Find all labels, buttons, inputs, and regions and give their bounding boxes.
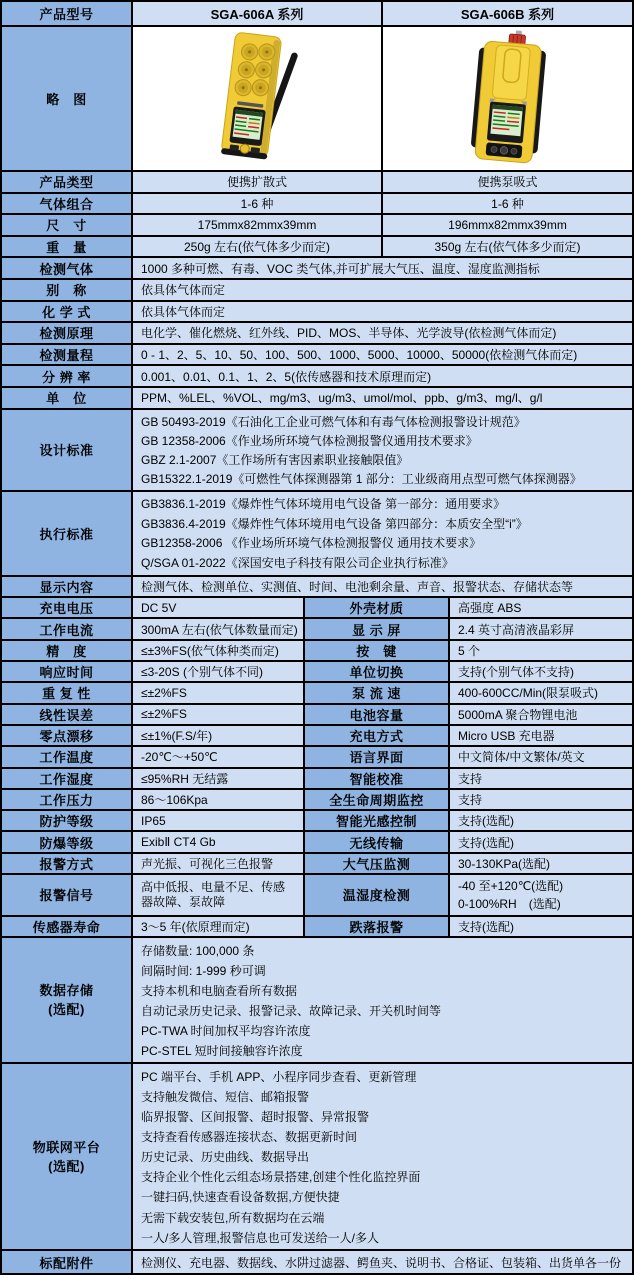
spec-label: 传感器寿命 [2, 917, 133, 936]
spec-value: 400-600CC/Min(限泵吸式) [450, 683, 632, 702]
spec-label: 充电电压 [2, 598, 133, 617]
spec-value-b: 350g 左右(依气体多少而定) [383, 237, 632, 257]
spec-value: 3～5 年(依原理而定) [133, 917, 305, 936]
spec-label-multiline [2, 1064, 133, 1249]
spec-label: 精 度 [2, 641, 133, 660]
table-row [2, 726, 632, 747]
table-row [2, 854, 632, 875]
header-series-b: SGA-606B 系列 [383, 2, 632, 25]
table-row [2, 598, 632, 619]
spec-value: 0 - 1、2、5、10、50、100、500、1000、5000、10000、50000(依检测气体而定) [133, 345, 632, 365]
spec-value: 高中低报、电量不足、传感器故障、泵故障 [133, 875, 305, 915]
spec-value: 5000mA 聚合物锂电池 [450, 705, 632, 724]
spec-value: ≤±1%(F.S/年) [133, 726, 305, 745]
full-rows-section [2, 258, 632, 598]
spec-value-line: 支持查看传感器连接状态、数据更新时间 [141, 1130, 358, 1145]
spec-value: 检测气体、检测单位、实测值、时间、电池剩余量、声音、报警状态、存储状态等 [133, 577, 632, 597]
spec-value-multiline [133, 492, 632, 575]
table-row [2, 215, 632, 237]
spec-value-line: PC 端平台、手机 APP、小程序同步查看、更新管理 [141, 1069, 417, 1084]
spec-value: 2.4 英寸高清液晶彩屏 [450, 619, 632, 638]
spec-value-line: GB3836.4-2019《爆炸性气体环境用电气设备 第四部分：本质安全型“i”》 [141, 516, 528, 531]
spec-label-line: (选配) [48, 1002, 85, 1018]
spec-value-line: 一人/多人管理,报警信息也可发送给一人/多人 [141, 1230, 380, 1245]
spec-label: 响应时间 [2, 662, 133, 681]
spec-label: 标配附件 [2, 1251, 133, 1273]
spec-value: 检测仪、充电器、数据线、水阱过滤器、鳄鱼夹、说明书、合格证、包装箱、出货单各一份 [133, 1251, 632, 1273]
table-row [2, 875, 632, 917]
spec-value-line: GB15322.1-2019《可燃性气体探测器第 1 部分：工业级商用点型可燃气体探测器》 [141, 471, 582, 486]
spec-label-line: 物联网平台 [32, 1139, 101, 1155]
spec-label: 检测量程 [2, 345, 133, 365]
spec-value: 1000 多种可燃、有毒、VOC 类气体,并可扩展大气压、温度、湿度监测指标 [133, 258, 632, 278]
spec-label: 外壳材质 [305, 598, 450, 617]
spec-label: 分 辨 率 [2, 366, 133, 386]
device-a-image [133, 27, 383, 170]
spec-value: 支持(个别气体不支持) [450, 662, 632, 681]
spec-label: 执行标准 [2, 492, 133, 575]
spec-label-line: (选配) [48, 1158, 85, 1174]
table-row [2, 194, 632, 216]
spec-label: 工作电流 [2, 619, 133, 638]
spec-value-b: 1-6 种 [383, 194, 632, 214]
table-row [2, 619, 632, 640]
spec-value: 支持 [450, 769, 632, 788]
spec-label: 大气压监测 [305, 854, 450, 873]
device-b-illustration [448, 29, 568, 169]
spec-value-a: 便携扩散式 [133, 172, 383, 192]
spec-label: 智能光感控制 [305, 811, 450, 830]
table-row [2, 302, 632, 324]
spec-label: 设计标准 [2, 410, 133, 490]
header-series-a: SGA-606A 系列 [133, 2, 383, 25]
spec-value-b: 196mmx82mmx39mm [383, 215, 632, 235]
spec-label: 无线传输 [305, 832, 450, 851]
spec-value-line: 一键扫码,快速查看设备数据,方便快捷 [141, 1190, 340, 1205]
spec-value-line: 支持本机和电脑查看所有数据 [141, 983, 298, 998]
header-row [2, 2, 632, 27]
big-rows-section [2, 938, 632, 1251]
table-row [2, 662, 632, 683]
spec-label: 显示内容 [2, 577, 133, 597]
table-row [2, 769, 632, 790]
spec-label: 化 学 式 [2, 302, 133, 322]
table-row [2, 345, 632, 367]
spec-label: 充电方式 [305, 726, 450, 745]
spec-label: 报警方式 [2, 854, 133, 873]
spec-value: -20℃～+50℃ [133, 747, 305, 766]
spec-label: 显 示 屏 [305, 619, 450, 638]
spec-value: 依具体气体而定 [133, 280, 632, 300]
spec-label: 工作温度 [2, 747, 133, 766]
spec-value-b: 便携泵吸式 [383, 172, 632, 192]
spec-value-line: 临界报警、区间报警、超时报警、异常报警 [141, 1110, 370, 1125]
spec-value-line: GBZ 2.1-2007《工作场所有害因素职业接触限值》 [141, 452, 409, 467]
spec-value: ≤3-20S (个别气体不同) [133, 662, 305, 681]
spec-value: 依具体气体而定 [133, 302, 632, 322]
spec-value-line: 自动记录历史记录、报警记录、故障记录、开关机时间等 [141, 1003, 442, 1018]
spec-label: 零点漂移 [2, 726, 133, 745]
spec-label: 线性误差 [2, 705, 133, 724]
table-row [2, 280, 632, 302]
table-row [2, 237, 632, 259]
footer-row [2, 1251, 632, 1273]
spec-label: 检测原理 [2, 323, 133, 343]
header-label: 产品型号 [2, 2, 133, 25]
table-row [2, 938, 632, 1064]
spec-value-line: 支持触发微信、短信、邮箱报警 [141, 1089, 310, 1104]
spec-value: 电化学、催化燃烧、红外线、PID、MOS、半导体、光学波导(依检测气体而定) [133, 323, 632, 343]
spec-value-line: 0-100%RH (选配) [458, 897, 561, 912]
table-row [2, 917, 632, 938]
spec-value: 86～106Kpa [133, 790, 305, 809]
spec-value-a: 175mmx82mmx39mm [133, 215, 383, 235]
table-row [2, 811, 632, 832]
spec-value: 支持(选配) [450, 917, 632, 936]
sketch-label: 略 图 [2, 27, 133, 170]
spec-value-a: 250g 左右(依气体多少而定) [133, 237, 383, 257]
spec-value-line: 支持企业个性化云组态场景搭建,创建个性化监控界面 [141, 1170, 421, 1185]
spec-value: ≤±2%FS [133, 705, 305, 724]
spec-label: 按 键 [305, 641, 450, 660]
spec-value: DC 5V [133, 598, 305, 617]
device-b-image [383, 27, 632, 170]
spec-value-line: GB 12358-2006《作业场所环境气体检测报警仪通用技术要求》 [141, 433, 478, 448]
spec-label: 单位切换 [305, 662, 450, 681]
spec-label: 泵 流 速 [305, 683, 450, 702]
quad-rows-section [2, 598, 632, 938]
top-rows-section [2, 172, 632, 258]
spec-value: IP65 [133, 811, 305, 830]
spec-label: 防护等级 [2, 811, 133, 830]
table-row [2, 577, 632, 599]
spec-value: 5 个 [450, 641, 632, 660]
spec-value: 高强度 ABS [450, 598, 632, 617]
spec-label: 检测气体 [2, 258, 133, 278]
spec-value: 0.001、0.01、0.1、1、2、5(依传感器和技术原理而定) [133, 366, 632, 386]
spec-value-multiline [133, 1064, 632, 1249]
spec-value: 支持(选配) [450, 811, 632, 830]
spec-value: PPM、%LEL、%VOL、mg/m3、ug/m3、umol/mol、ppb、g/m3、mg/l、g/l [133, 388, 632, 408]
table-row [2, 388, 632, 410]
spec-value-line: GB3836.1-2019《爆炸性气体环境用电气设备 第一部分：通用要求》 [141, 496, 506, 511]
spec-value-line: Q/SGA 01-2022《深国安电子科技有限公司企业执行标准》 [141, 556, 454, 571]
spec-label-multiline [2, 938, 133, 1062]
spec-value-multiline [133, 938, 632, 1062]
spec-value-line: GB 50493-2019《石油化工企业可燃气体和有毒气体检测报警设计规范》 [141, 414, 526, 429]
spec-label: 别 称 [2, 280, 133, 300]
spec-value-line: 历史记录、历史曲线、数据导出 [141, 1150, 310, 1165]
spec-label: 重 量 [2, 237, 133, 257]
spec-label: 全生命周期监控 [305, 790, 450, 809]
table-row [2, 172, 632, 194]
spec-value-line: GB12358-2006 《作业场所环境气体检测报警仪 通用技术要求》 [141, 536, 482, 551]
spec-label: 工作压力 [2, 790, 133, 809]
spec-value: ≤±3%FS(依气体种类而定) [133, 641, 305, 660]
spec-value: 支持 [450, 790, 632, 809]
spec-label: 智能校准 [305, 769, 450, 788]
spec-label: 防爆等级 [2, 832, 133, 851]
spec-value-line: 存储数量: 100,000 条 [141, 943, 255, 958]
spec-value: 300mA 左右(依气体数量而定) [133, 619, 305, 638]
table-row [2, 366, 632, 388]
spec-label: 温湿度检测 [305, 875, 450, 915]
spec-label: 报警信号 [2, 875, 133, 915]
spec-value: 声光振、可视化三色报警 [133, 854, 305, 873]
table-row [2, 258, 632, 280]
table-row [2, 747, 632, 768]
table-row [2, 705, 632, 726]
spec-value: Micro USB 充电器 [450, 726, 632, 745]
spec-label-line: 数据存储 [39, 983, 94, 999]
spec-value-line: -40 至+120℃(选配) [458, 879, 564, 894]
sketch-row [2, 27, 632, 172]
table-row [2, 492, 632, 577]
spec-label: 跌落报警 [305, 917, 450, 936]
spec-value-a: 1-6 种 [133, 194, 383, 214]
spec-label: 气体组合 [2, 194, 133, 214]
spec-label: 语言界面 [305, 747, 450, 766]
spec-label: 产品类型 [2, 172, 133, 192]
table-row [2, 1064, 632, 1251]
spec-value: ≤±2%FS [133, 683, 305, 702]
spec-value-line: 无需下载安装包,所有数据均在云端 [141, 1210, 325, 1225]
table-row [2, 641, 632, 662]
spec-label: 单 位 [2, 388, 133, 408]
table-row [2, 683, 632, 704]
spec-value-line: 间隔时间: 1-999 秒可调 [141, 963, 266, 978]
spec-value-line: PC-STEL 短时间接触容许浓度 [141, 1043, 303, 1058]
device-a-illustration [201, 30, 313, 168]
table-row [2, 790, 632, 811]
spec-label: 工作湿度 [2, 769, 133, 788]
table-row [2, 410, 632, 492]
spec-label: 尺 寸 [2, 215, 133, 235]
spec-value: 支持(选配) [450, 832, 632, 851]
spec-value: ≤95%RH 无结露 [133, 769, 305, 788]
table-row [2, 832, 632, 853]
spec-label: 重 复 性 [2, 683, 133, 702]
spec-value-line: PC-TWA 时间加权平均容许浓度 [141, 1023, 311, 1038]
spec-value: 中文简体/中文繁体/英文 [450, 747, 632, 766]
spec-value-multiline [133, 410, 632, 490]
spec-label: 电池容量 [305, 705, 450, 724]
table-row [2, 323, 632, 345]
spec-value: ExibⅡ CT4 Gb [133, 832, 305, 851]
spec-value-multiline [450, 875, 632, 915]
spec-value: 30-130KPa(选配) [450, 854, 632, 873]
